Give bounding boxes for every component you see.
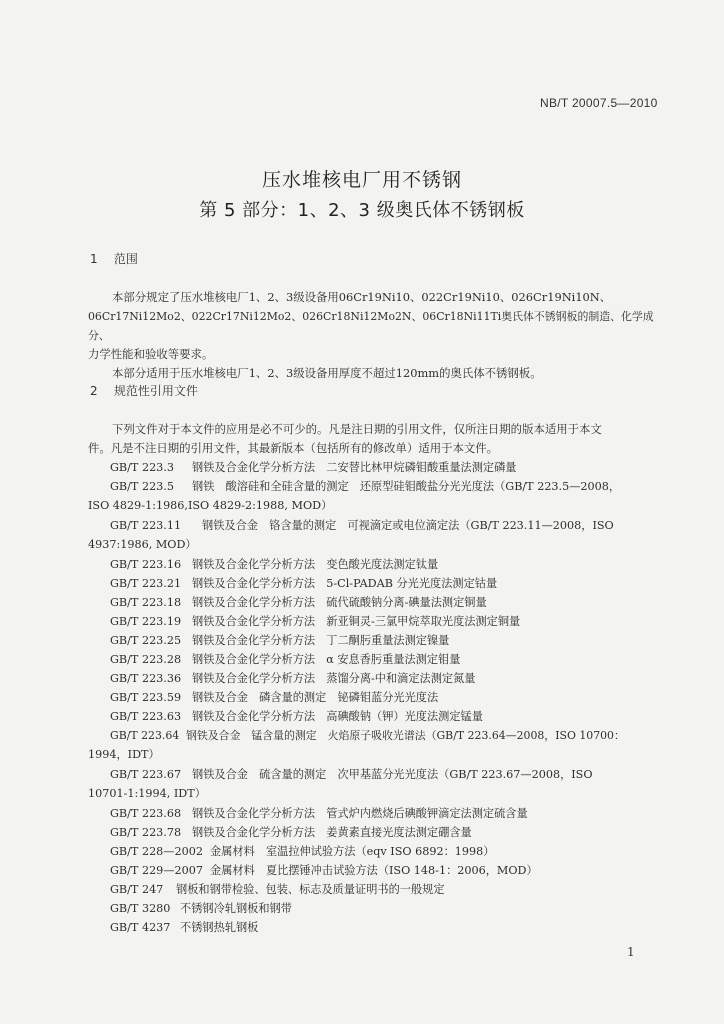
reference-code: GB/T 223.78 — [110, 826, 182, 839]
reference-title: 金属材料 室温拉伸试验方法（eqv ISO 6892：1998） — [210, 845, 495, 858]
scope-line: 本部分规定了压水堆核电厂1、2、3级设备用06Cr19Ni10、022Cr19Ni10、026Cr19Ni10N、 — [112, 290, 612, 304]
reference-continuation: 4937:1986, MOD） — [88, 538, 197, 551]
reference-title: 钢板和钢带检验、包装、标志及质量证明书的一般规定 — [176, 883, 445, 896]
reference-item — [110, 612, 520, 631]
reference-continuation: 10701-1:1994, IDT） — [88, 787, 206, 800]
reference-item — [110, 574, 497, 593]
reference-item — [110, 804, 528, 823]
reference-title: 钢铁及合金 硫含量的测定 次甲基蓝分光光度法（GB/T 223.67—2008，ISO — [192, 768, 593, 781]
reference-continuation: 1994，IDT） — [88, 748, 160, 761]
reference-code: GB/T 223.18 — [110, 596, 182, 609]
reference-item — [110, 842, 494, 861]
reference-item — [110, 669, 475, 688]
reference-item — [110, 458, 516, 477]
page-number: 1 — [627, 945, 635, 959]
reference-code: GB/T 223.68 — [110, 807, 182, 820]
section-number: 1 — [90, 252, 98, 266]
reference-title: 钢铁 酸溶硅和全硅含量的测定 还原型硅钼酸盐分光光度法（GB/T 223.5—2008， — [192, 480, 621, 493]
reference-item — [110, 918, 258, 937]
reference-title: 金属材料 夏比摆锤冲击试验方法（ISO 148-1：2006，MOD） — [210, 864, 538, 877]
reference-item — [110, 555, 438, 574]
reference-title: 钢铁及合金化学分析方法 α 安息香肟重量法测定钼量 — [192, 653, 461, 666]
reference-title: 钢铁及合金 磷含量的测定 铋磷钼蓝分光光度法 — [192, 691, 439, 704]
scope-line: 力学性能和验收等要求。 — [88, 347, 214, 361]
reference-code: GB/T 223.63 — [110, 710, 182, 723]
section-number: 2 — [90, 384, 98, 398]
scope-line: 本部分适用于压水堆核电厂1、2、3级设备用厚度不超过120mm的奥氏体不锈钢板。 — [112, 366, 542, 380]
reference-item — [110, 631, 449, 650]
reference-code: GB/T 223.19 — [110, 615, 182, 628]
reference-code: GB/T 223.21 — [110, 577, 182, 590]
reference-item — [110, 707, 483, 726]
reference-code: GB/T 223.64 — [110, 729, 180, 742]
reference-code: GB/T 4237 — [110, 921, 171, 934]
reference-code: GB/T 223.5 — [110, 480, 174, 493]
reference-item — [110, 899, 292, 918]
reference-code: GB/T 223.28 — [110, 653, 182, 666]
reference-title: 钢铁及合金化学分析方法 丁二酮肟重量法测定镍量 — [192, 634, 450, 647]
reference-item — [110, 477, 620, 496]
document-title: 压水堆核电厂用不锈钢 — [261, 169, 462, 191]
reference-title: 不锈钢冷轧钢板和钢带 — [180, 902, 292, 915]
reference-code: GB/T 229—2007 — [110, 864, 203, 877]
standard-code: NB/T 20007.5—2010 — [540, 96, 658, 110]
reference-code: GB/T 228—2002 — [110, 845, 203, 858]
reference-code: GB/T 223.67 — [110, 768, 182, 781]
reference-code: GB/T 223.16 — [110, 558, 182, 571]
reference-title: 钢铁及合金化学分析方法 5-Cl-PADAB 分光光度法测定钴量 — [192, 577, 498, 590]
reference-item — [110, 861, 538, 880]
reference-code: GB/T 223.59 — [110, 691, 182, 704]
reference-title: 钢铁及合金化学分析方法 高碘酸钠（钾）光度法测定锰量 — [192, 710, 483, 723]
reference-title: 不锈钢热轧钢板 — [180, 921, 259, 934]
reference-item — [110, 880, 445, 899]
scope-line: 06Cr17Ni12Mo2、022Cr17Ni12Mo2、026Cr18Ni12Mo2N、06Cr18Ni11Ti奥氏体不锈钢板的制造、化学成分、 — [88, 310, 654, 342]
document-subtitle: 第 5 部分：1、2、3 级奥氏体不锈钢板 — [199, 200, 525, 221]
intro-line: 下列文件对于本文件的应用是必不可少的。凡是注日期的引用文件，仅所注日期的版本适用于本文 — [112, 422, 602, 436]
reference-title: 钢铁及合金化学分析方法 二安替比林甲烷磷钼酸重量法测定磷量 — [192, 461, 517, 474]
reference-code: GB/T 223.25 — [110, 634, 182, 647]
reference-title: 钢铁及合金化学分析方法 硫代硫酸钠分离-碘量法测定铜量 — [192, 596, 487, 609]
references-intro — [88, 420, 658, 458]
reference-title: 钢铁及合金 锰含量的测定 火焰原子吸收光谱法（GB/T 223.64—2008，ISO 10700： — [186, 729, 625, 742]
reference-title: 钢铁及合金化学分析方法 变色酸光度法测定钛量 — [192, 558, 439, 571]
reference-title: 钢铁及合金化学分析方法 姜黄素直接光度法测定硼含量 — [192, 826, 472, 839]
reference-code: GB/T 223.36 — [110, 672, 182, 685]
reference-code: GB/T 223.3 — [110, 461, 174, 474]
reference-item — [110, 823, 472, 842]
intro-line: 件。凡是不注日期的引用文件，其最新版本（包括所有的修改单）适用于本文件。 — [88, 441, 499, 455]
reference-item — [110, 765, 593, 784]
reference-item — [110, 593, 487, 612]
section-title: 规范性引用文件 — [113, 384, 198, 398]
reference-item — [110, 726, 625, 745]
reference-item — [110, 688, 438, 707]
reference-code: GB/T 223.11 — [110, 519, 182, 532]
reference-title: 钢铁及合金 铬含量的测定 可视滴定或电位滴定法（GB/T 223.11—2008，ISO — [202, 519, 614, 532]
reference-title: 钢铁及合金化学分析方法 新亚铜灵-三氯甲烷萃取光度法测定铜量 — [192, 615, 521, 628]
reference-title: 钢铁及合金化学分析方法 蒸馏分离-中和滴定法测定氮量 — [192, 672, 476, 685]
section-2-heading — [90, 382, 198, 399]
section-title: 范围 — [113, 252, 138, 266]
reference-title: 钢铁及合金化学分析方法 管式炉内燃烧后碘酸钾滴定法测定硫含量 — [192, 807, 528, 820]
scope-paragraph — [88, 288, 658, 383]
reference-item — [110, 516, 614, 535]
reference-code: GB/T 3280 — [110, 902, 171, 915]
reference-code: GB/T 247 — [110, 883, 164, 896]
reference-item — [110, 650, 460, 669]
reference-continuation: ISO 4829-1:1986,ISO 4829-2:1988, MOD） — [88, 499, 333, 512]
section-1-heading — [90, 250, 138, 267]
